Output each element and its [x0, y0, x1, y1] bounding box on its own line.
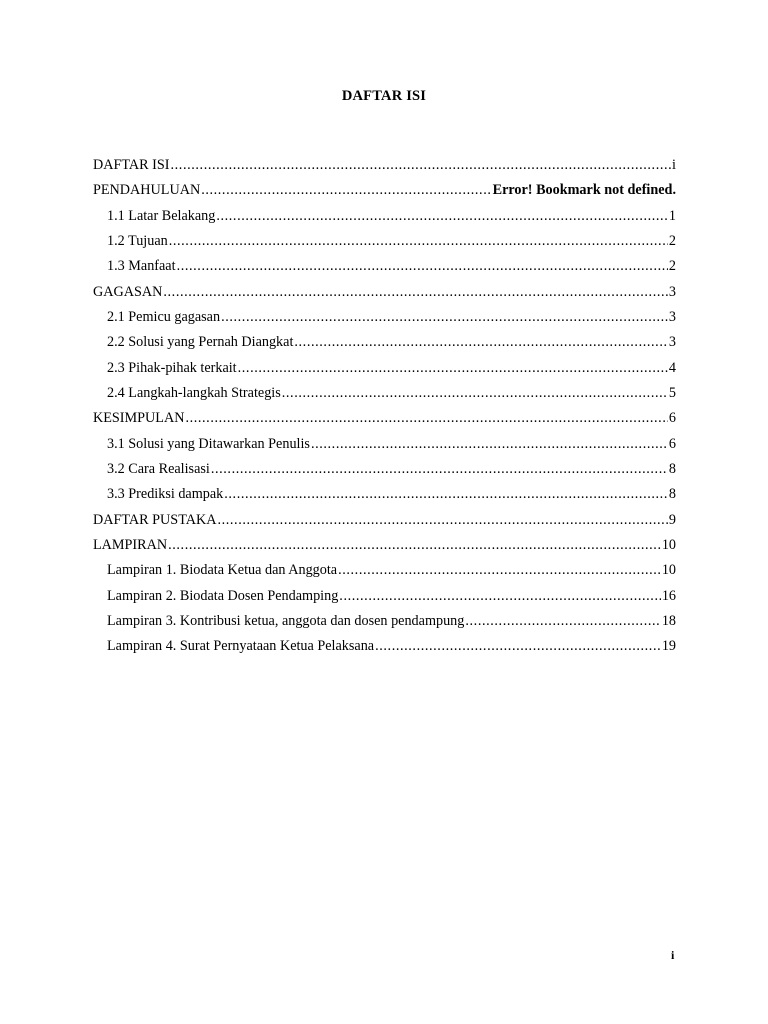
toc-entry-label: Lampiran 2. Biodata Dosen Pendamping	[107, 587, 339, 604]
toc-entry-page-number: 4	[668, 359, 676, 376]
toc-entry-page-number: 19	[661, 638, 676, 655]
toc-dot-leader	[177, 257, 668, 275]
toc-entry-page-number: 8	[668, 460, 676, 477]
toc-dot-leader	[217, 511, 667, 529]
toc-entry[interactable]	[93, 333, 676, 358]
toc-entry[interactable]	[93, 485, 676, 510]
toc-entry[interactable]	[93, 561, 676, 586]
toc-entry-label: DAFTAR PUSTAKA	[93, 511, 217, 528]
toc-entry[interactable]	[93, 409, 676, 434]
toc-entry-page-number: Error! Bookmark not defined.	[492, 182, 676, 199]
toc-dot-leader	[339, 587, 661, 605]
toc-entry-page-number: 18	[661, 612, 676, 629]
toc-entry-page-number: 3	[668, 308, 676, 325]
toc-entry[interactable]	[93, 283, 676, 308]
toc-dot-leader	[201, 181, 491, 199]
toc-dot-leader	[294, 333, 668, 351]
toc-entry[interactable]	[93, 181, 676, 206]
toc-entry-label: 2.4 Langkah-langkah Strategis	[107, 384, 281, 401]
toc-entry-label: 3.2 Cara Realisasi	[107, 460, 210, 477]
toc-entry-page-number: 2	[668, 232, 676, 249]
toc-entry-page-number: 3	[668, 283, 676, 300]
toc-entry-label: 2.3 Pihak-pihak terkait	[107, 359, 237, 376]
toc-dot-leader	[375, 637, 661, 655]
page-title: DAFTAR ISI	[341, 88, 427, 104]
toc-entry-page-number: 10	[661, 562, 676, 579]
toc-entry-label: Lampiran 1. Biodata Ketua dan Anggota	[107, 562, 338, 579]
toc-entry[interactable]	[93, 156, 676, 181]
toc-dot-leader	[163, 283, 668, 301]
toc-entry-page-number: i	[672, 157, 676, 173]
toc-entry[interactable]	[93, 257, 676, 282]
toc-entry-label: 1.1 Latar Belakang	[107, 207, 216, 224]
toc-entry[interactable]	[93, 536, 676, 561]
toc-entry-label: Lampiran 4. Surat Pernyataan Ketua Pelaksana	[107, 638, 375, 655]
toc-entry-label: KESIMPULAN	[93, 410, 185, 427]
toc-entry-page-number: 6	[668, 435, 676, 452]
toc-entry-label: PENDAHULUAN	[93, 182, 201, 199]
toc-entry-page-number: 6	[668, 410, 676, 427]
toc-dot-leader	[338, 561, 661, 579]
toc-entry[interactable]	[93, 511, 676, 536]
toc-entry-label: LAMPIRAN	[93, 536, 168, 553]
toc-entry[interactable]	[93, 359, 676, 384]
toc-dot-leader	[465, 612, 660, 630]
toc-entry-label: 3.3 Prediksi dampak	[107, 486, 224, 503]
toc-entry[interactable]	[93, 308, 676, 333]
toc-dot-leader	[169, 232, 668, 250]
toc-dot-leader	[168, 536, 661, 554]
toc-entry[interactable]	[93, 384, 676, 409]
toc-entry[interactable]	[93, 587, 676, 612]
toc-dot-leader	[221, 308, 668, 326]
toc-dot-leader	[185, 409, 667, 427]
page-number: i	[671, 948, 675, 962]
toc-entry-label: 2.2 Solusi yang Pernah Diangkat	[107, 334, 294, 351]
toc-entry[interactable]	[93, 637, 676, 662]
toc-entry[interactable]	[93, 207, 676, 232]
toc-entry-page-number: 1	[668, 207, 676, 224]
toc-dot-leader	[224, 485, 668, 503]
toc-entry[interactable]	[93, 460, 676, 485]
toc-entry-label: 1.3 Manfaat	[107, 258, 176, 275]
toc-entry-label: Lampiran 3. Kontribusi ketua, anggota dan dosen pendampung	[107, 612, 465, 629]
table-of-contents	[93, 156, 676, 663]
toc-entry-label: 3.1 Solusi yang Ditawarkan Penulis	[107, 435, 310, 452]
toc-entry-page-number: 5	[668, 384, 676, 401]
toc-dot-leader	[211, 460, 668, 478]
toc-entry-label: DAFTAR ISI	[93, 157, 170, 173]
toc-entry-label: 1.2 Tujuan	[107, 232, 168, 249]
toc-dot-leader	[311, 435, 668, 453]
toc-entry-page-number: 9	[668, 511, 676, 528]
toc-entry-page-number: 10	[661, 536, 676, 553]
toc-dot-leader	[238, 359, 668, 377]
toc-entry-page-number: 8	[668, 486, 676, 503]
toc-entry-page-number: 3	[668, 334, 676, 351]
toc-entry[interactable]	[93, 612, 676, 637]
toc-dot-leader	[216, 207, 668, 225]
toc-entry-page-number: 2	[668, 258, 676, 275]
toc-dot-leader	[282, 384, 668, 402]
toc-entry-label: GAGASAN	[93, 283, 163, 300]
toc-entry[interactable]	[93, 232, 676, 257]
toc-entry-label: 2.1 Pemicu gagasan	[107, 308, 221, 325]
toc-dot-leader	[171, 156, 672, 174]
toc-entry[interactable]	[93, 435, 676, 460]
toc-entry-page-number: 16	[661, 587, 676, 604]
